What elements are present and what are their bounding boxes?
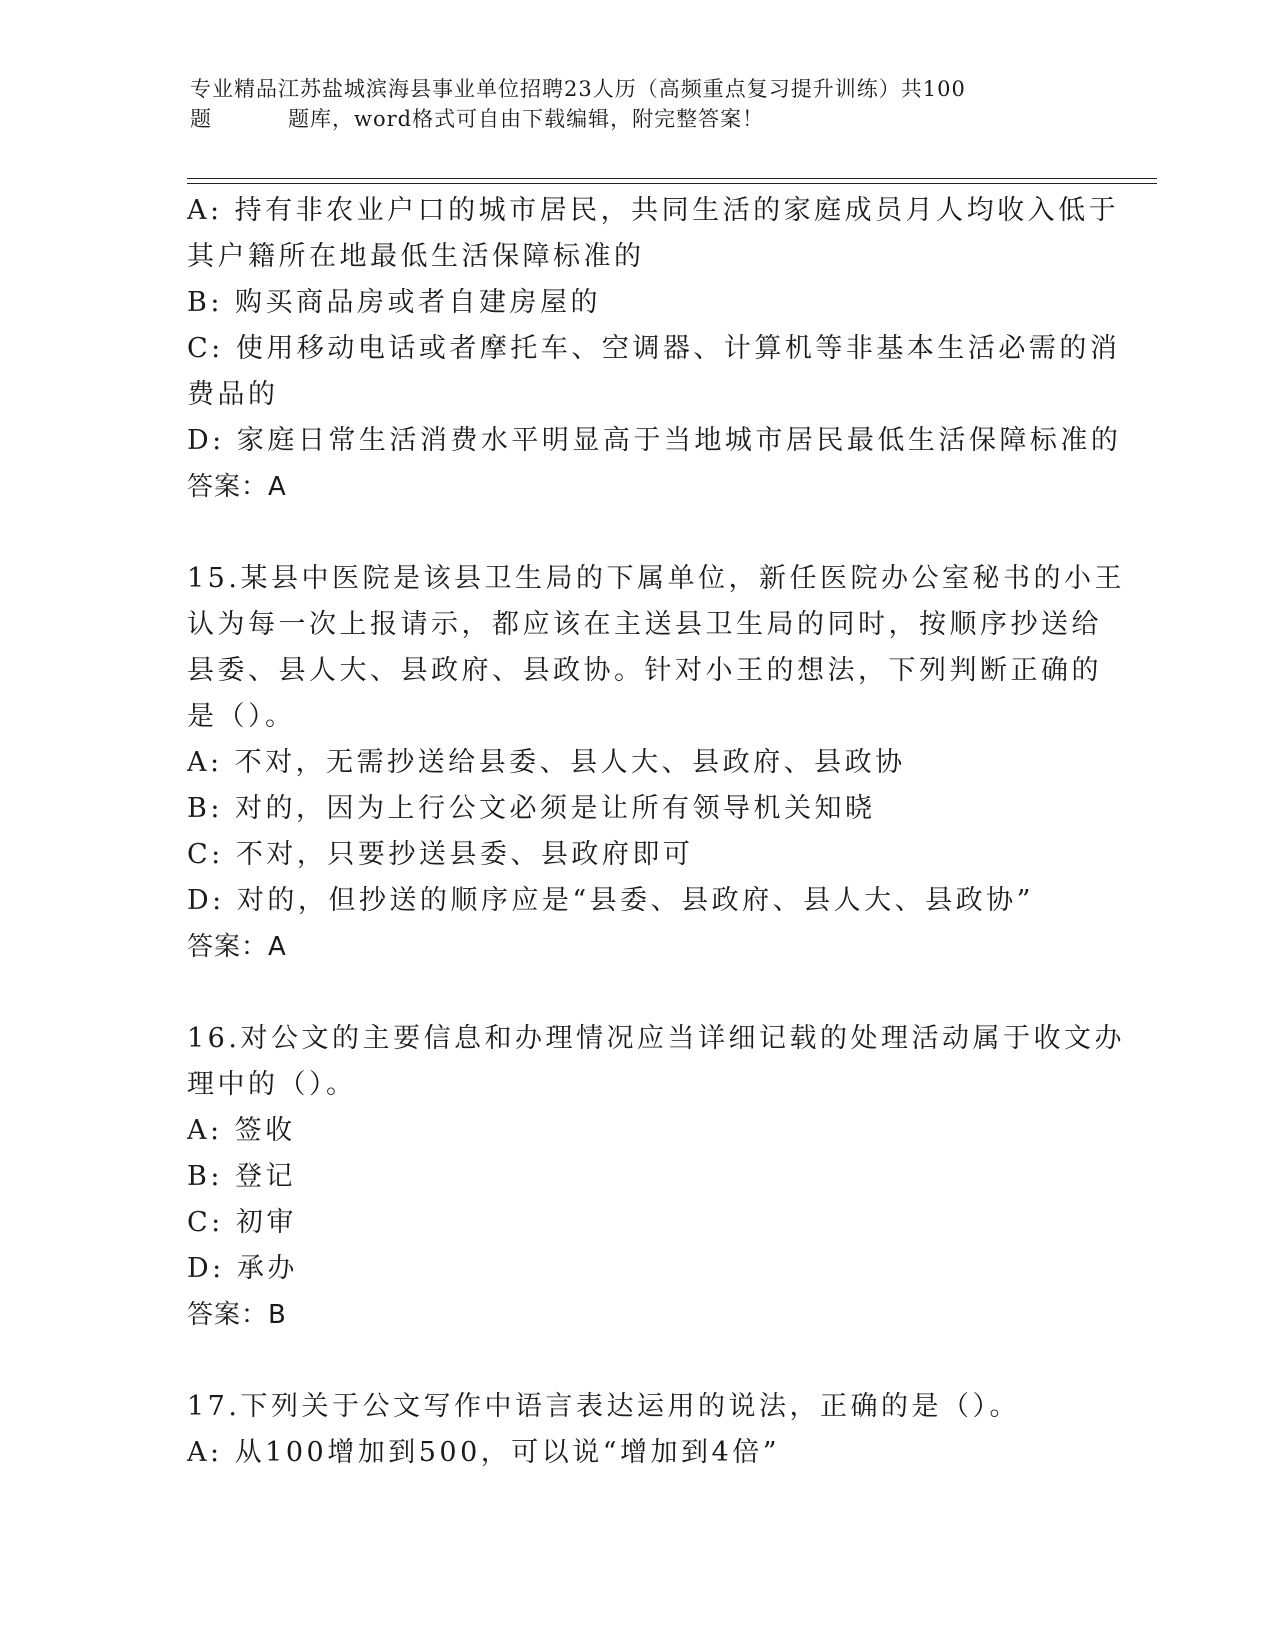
option-d: D: 对的，但抄送的顺序应是“县委、县政府、县人大、县政协” — [187, 885, 1034, 916]
question-stem-continued: 认为每一次上报请示，都应该在主送县卫生局的同时，按顺序抄送给 — [187, 609, 1102, 640]
option-a: A: 签收 — [187, 1115, 296, 1146]
answer-label: 答案：A — [187, 932, 287, 962]
question-stem: 16.对公文的主要信息和办理情况应当详细记载的处理活动属于收文办 — [187, 1023, 1125, 1054]
option-b: B: 购买商品房或者自建房屋的 — [187, 287, 602, 318]
question-block-15 — [187, 556, 1125, 970]
question-stem-continued: 理中的（）。 — [187, 1069, 357, 1100]
option-b: B: 对的，因为上行公文必须是让所有领导机关知晓 — [187, 793, 876, 824]
header-rule-bottom — [187, 183, 1157, 184]
option-a: A: 从100增加到500，可以说“增加到4倍” — [187, 1437, 781, 1468]
question-stem-continued: 是（）。 — [187, 701, 296, 732]
question-stem: 15.某县中医院是该县卫生局的下属单位，新任医院办公室秘书的小王 — [187, 563, 1125, 594]
header-title-line-1: 专业精品江苏盐城滨海县事业单位招聘23人历（高频重点复习提升训练）共100 — [190, 77, 966, 101]
option-d: D: 承办 — [187, 1253, 298, 1284]
header-line-2-head: 题 — [190, 107, 212, 131]
option-d: D: 家庭日常生活消费水平明显高于当地城市居民最低生活保障标准的 — [187, 425, 1122, 456]
question-stem-continued: 县委、县人大、县政府、县政协。针对小王的想法，下列判断正确的 — [187, 655, 1102, 686]
option-a-continued: 其户籍所在地最低生活保障标准的 — [187, 241, 645, 272]
option-a: A: 不对，无需抄送给县委、县人大、县政府、县政协 — [187, 747, 906, 778]
question-block-14 — [187, 188, 1122, 510]
option-c: C: 初审 — [187, 1207, 297, 1238]
document-header — [190, 74, 1070, 134]
option-a: A: 持有非农业户口的城市居民，共同生活的家庭成员月人均收入低于 — [187, 195, 1120, 226]
option-c: C: 使用移动电话或者摩托车、空调器、计算机等非基本生活必需的消 — [187, 333, 1121, 364]
header-line-2-tail: 题库，word格式可自由下载编辑，附完整答案！ — [288, 107, 765, 131]
question-content — [187, 188, 1125, 1476]
header-rule-top — [187, 178, 1157, 179]
question-block-17 — [187, 1384, 1087, 1476]
answer-label: 答案：A — [187, 472, 287, 502]
option-c: C: 不对，只要抄送县委、县政府即可 — [187, 839, 694, 870]
header-title-line-2 — [190, 104, 1070, 134]
answer-label: 答案：B — [187, 1300, 287, 1330]
option-b: B: 登记 — [187, 1161, 297, 1192]
question-block-16 — [187, 1016, 1125, 1338]
question-stem: 17.下列关于公文写作中语言表达运用的说法，正确的是（）。 — [187, 1391, 1020, 1422]
option-c-continued: 费品的 — [187, 379, 279, 410]
